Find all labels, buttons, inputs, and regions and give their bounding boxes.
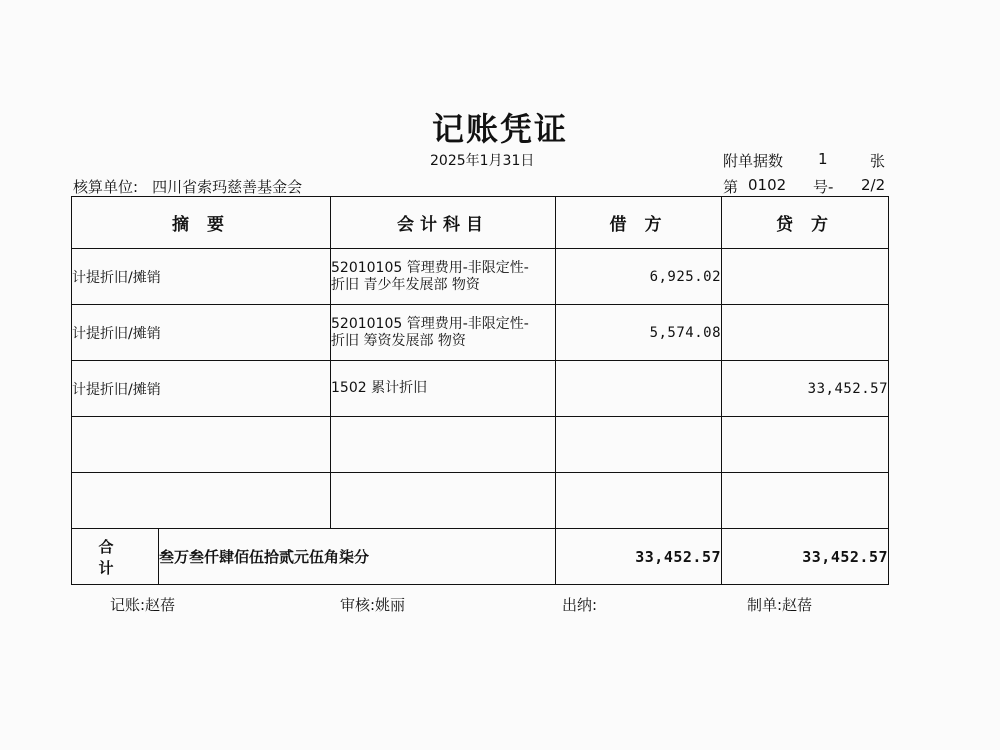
empty-cell xyxy=(556,473,722,529)
number-prefix: 第 xyxy=(723,178,739,196)
account-line: 52010105 管理费用-非限定性- xyxy=(331,315,529,332)
row-debit xyxy=(556,361,722,417)
header-credit: 贷 方 xyxy=(722,197,889,249)
empty-row xyxy=(72,473,889,529)
empty-cell xyxy=(722,417,889,473)
preparer-signature: 制单:赵蓓 xyxy=(747,596,813,614)
header-row xyxy=(72,197,889,249)
row-credit xyxy=(722,305,889,361)
number-value: 0102 xyxy=(748,176,787,194)
empty-cell xyxy=(556,417,722,473)
table-row xyxy=(72,249,889,305)
unit-name: 四川省索玛慈善基金会 xyxy=(152,178,303,196)
empty-cell xyxy=(72,417,331,473)
total-in-words: 叁万叁仟肆佰伍拾贰元伍角柒分 xyxy=(159,529,556,585)
page-indicator: 2/2 xyxy=(861,176,886,194)
unit-label: 核算单位: xyxy=(73,178,139,196)
attach-number: 1 xyxy=(818,150,828,168)
header-debit: 借 方 xyxy=(556,197,722,249)
bookkeeper-signature: 记账:赵蓓 xyxy=(110,596,176,614)
voucher-table xyxy=(71,196,889,585)
row-summary: 计提折旧/摊销 xyxy=(72,361,331,417)
empty-cell xyxy=(722,473,889,529)
account-line: 折旧 青少年发展部 物资 xyxy=(331,276,480,293)
voucher-date: 2025年1月31日 xyxy=(430,153,535,169)
total-credit: 33,452.57 xyxy=(722,529,889,585)
account-line: 52010105 管理费用-非限定性- xyxy=(331,259,529,276)
total-label: 合 计 xyxy=(72,529,159,585)
header-summary: 摘 要 xyxy=(72,197,331,249)
number-suffix: 号- xyxy=(813,178,834,196)
row-debit: 6,925.02 xyxy=(556,249,722,305)
table-row xyxy=(72,361,889,417)
attach-unit: 张 xyxy=(870,152,886,170)
account-line: 1502 累计折旧 xyxy=(331,380,428,396)
row-summary: 计提折旧/摊销 xyxy=(72,249,331,305)
empty-cell xyxy=(72,473,331,529)
account-line: 折旧 筹资发展部 物资 xyxy=(331,332,466,349)
voucher-title: 记账凭证 xyxy=(431,110,568,148)
row-account xyxy=(331,249,556,305)
row-account xyxy=(331,361,556,417)
empty-cell xyxy=(331,417,556,473)
empty-cell xyxy=(331,473,556,529)
attach-label: 附单据数 xyxy=(723,152,784,170)
total-row xyxy=(72,529,889,585)
accounting-unit xyxy=(73,176,302,197)
row-debit: 5,574.08 xyxy=(556,305,722,361)
row-credit xyxy=(722,249,889,305)
total-debit: 33,452.57 xyxy=(556,529,722,585)
reviewer-signature: 审核:姚丽 xyxy=(340,596,406,614)
header-account: 会计科目 xyxy=(331,197,556,249)
attachment-count xyxy=(723,150,886,171)
row-account xyxy=(331,305,556,361)
empty-row xyxy=(72,417,889,473)
row-credit: 33,452.57 xyxy=(722,361,889,417)
cashier-signature: 出纳: xyxy=(562,596,598,614)
row-summary: 计提折旧/摊销 xyxy=(72,305,331,361)
table-row xyxy=(72,305,889,361)
